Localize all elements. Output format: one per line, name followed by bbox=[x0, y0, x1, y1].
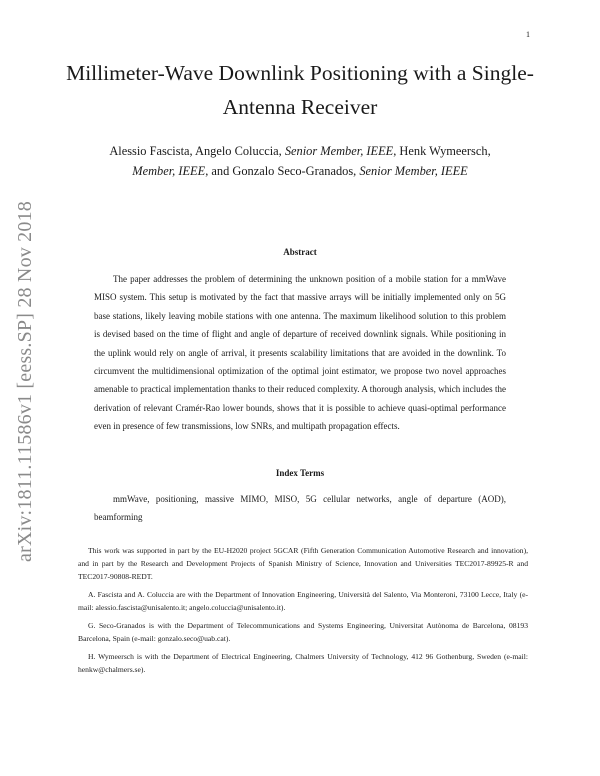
footnotes bbox=[78, 544, 528, 681]
arxiv-stamp-text: arXiv:1811.11586v1 [eess.SP] 28 Nov 2018 bbox=[13, 200, 36, 562]
index-terms-body: mmWave, positioning, massive MIMO, MISO, 5G cellular networks, angle of departure (AOD), beamforming bbox=[94, 494, 506, 523]
footnote-affiliation-fascista-coluccia: A. Fascista and A. Coluccia are with the Department of Innovation Engineering, Università del Salento, Via Monteroni, 73100 Lecce, Italy (e-mail: alessio.fascista@unisalento.it; angelo.coluccia@unisalento.it). bbox=[78, 590, 528, 613]
author-list bbox=[60, 141, 540, 181]
author-line1-membership: Senior Member, IEEE bbox=[284, 144, 394, 158]
page-number: 1 bbox=[526, 30, 530, 39]
arxiv-stamp bbox=[12, 200, 38, 562]
abstract-body: The paper addresses the problem of determining the unknown position of a mobile station for a mmWave MISO system. This setup is motivated by the fact that massive arrays will be initially implemented only on 5G base stations, likely leaving mobile stations with one antenna. The maximum likelihood solution to this problem is devised based on the time of flight and angle of departure of received downlink signals. While positioning in the uplink would rely on angle of arrival, it presents scalability limitations that are avoided in the downlink. To circumvent the multidimensional optimization of the optimal joint estimator, we propose two novel approaches amenable to practical implementation thanks to their reduced complexity. A thorough analysis, which includes the derivation of relevant Cramér-Rao lower bounds, shows that it is possible to achieve quasi-optimal performance even in presence of few transmissions, low SNRs, and multipath propagation effects. bbox=[94, 274, 506, 432]
author-line1-names: Alessio Fascista, Angelo Coluccia, bbox=[109, 144, 285, 158]
footnote-affiliation-wymeersch: H. Wymeersch is with the Department of Electrical Engineering, Chalmers University of Technology, 412 96 Gothenburg, Sweden (e-mail: henkw@chalmers.se). bbox=[78, 652, 528, 675]
author-line1-tail: , Henk Wymeersch, bbox=[393, 144, 491, 158]
author-line2-membership: Member, IEEE bbox=[132, 164, 206, 178]
author-line2-names: , and Gonzalo Seco-Granados, bbox=[205, 164, 360, 178]
index-terms-heading: Index Terms bbox=[275, 468, 325, 478]
paper-title: Millimeter-Wave Downlink Positioning with a Single-Antenna Receiver bbox=[66, 61, 534, 119]
footnote-affiliation-seco-granados: G. Seco-Granados is with the Department of Telecommunications and Systems Engineering, Universitat Autònoma de Barcelona, 08193 Barcelona, Spain (e-mail: gonzalo.seco@uab.cat). bbox=[78, 621, 528, 644]
author-line2-membership-2: Senior Member, IEEE bbox=[359, 164, 468, 178]
footnote-funding: This work was supported in part by the EU-H2020 project 5GCAR (Fifth Generation Communication Automotive Research and innovation), and in part by the Research and Development Projects of Spanish Ministry of Science, Innovation and Universities TEC2017-89925-R and TEC2017-90808-REDT. bbox=[78, 546, 528, 582]
abstract-heading: Abstract bbox=[283, 247, 317, 257]
